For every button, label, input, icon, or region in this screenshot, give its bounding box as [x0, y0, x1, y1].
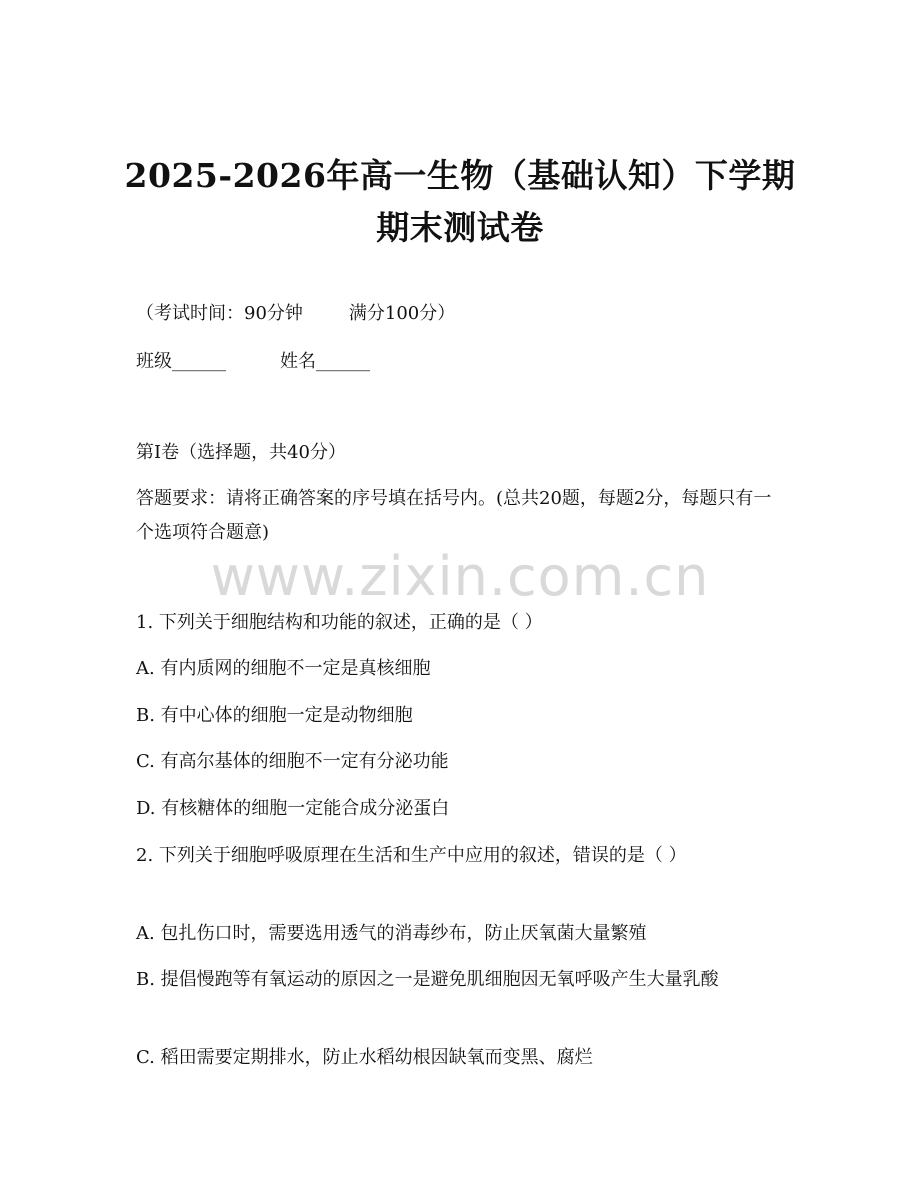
question-1-option-b: B. 有中心体的细胞一定是动物细胞 — [136, 705, 413, 726]
question-2-option-c: C. 稻田需要定期排水，防止水稻幼根因缺氧而变黑、腐烂 — [136, 1047, 593, 1068]
section-instructions: 答题要求：请将正确答案的序号填在括号内。(总共20题，每题2分，每题只有一个选项符合题意) — [136, 488, 772, 543]
question-2-option-a: A. 包扎伤口时，需要选用透气的消毒纱布，防止厌氧菌大量繁殖 — [136, 923, 647, 944]
exam-info — [136, 302, 455, 326]
exam-title-line1: 2025-2026年高一生物（基础认知）下学期 — [124, 156, 796, 195]
watermark: www.zixin.com.cn — [210, 545, 710, 608]
question-1-stem: 1. 下列关于细胞结构和功能的叙述，正确的是（ ） — [136, 612, 543, 633]
name-field: 姓名______ — [280, 351, 370, 372]
exam-title-line2: 期末测试卷 — [376, 208, 544, 247]
question-2-stem: 2. 下列关于细胞呼吸原理在生活和生产中应用的叙述，错误的是（ ） — [136, 845, 687, 866]
exam-time: （考试时间：90分钟 — [136, 303, 303, 324]
class-field: 班级______ — [136, 351, 226, 372]
section-heading: 第Ⅰ卷（选择题，共40分） — [136, 442, 347, 463]
exam-full-score: 满分100分） — [348, 303, 456, 324]
student-fields — [136, 350, 370, 374]
question-2-option-b: B. 提倡慢跑等有氧运动的原因之一是避免肌细胞因无氧呼吸产生大量乳酸 — [136, 969, 719, 990]
question-1-option-c: C. 有高尔基体的细胞不一定有分泌功能 — [136, 751, 449, 772]
question-1-option-d: D. 有核糖体的细胞一定能合成分泌蛋白 — [136, 798, 450, 819]
question-1-option-a: A. 有内质网的细胞不一定是真核细胞 — [136, 658, 431, 679]
